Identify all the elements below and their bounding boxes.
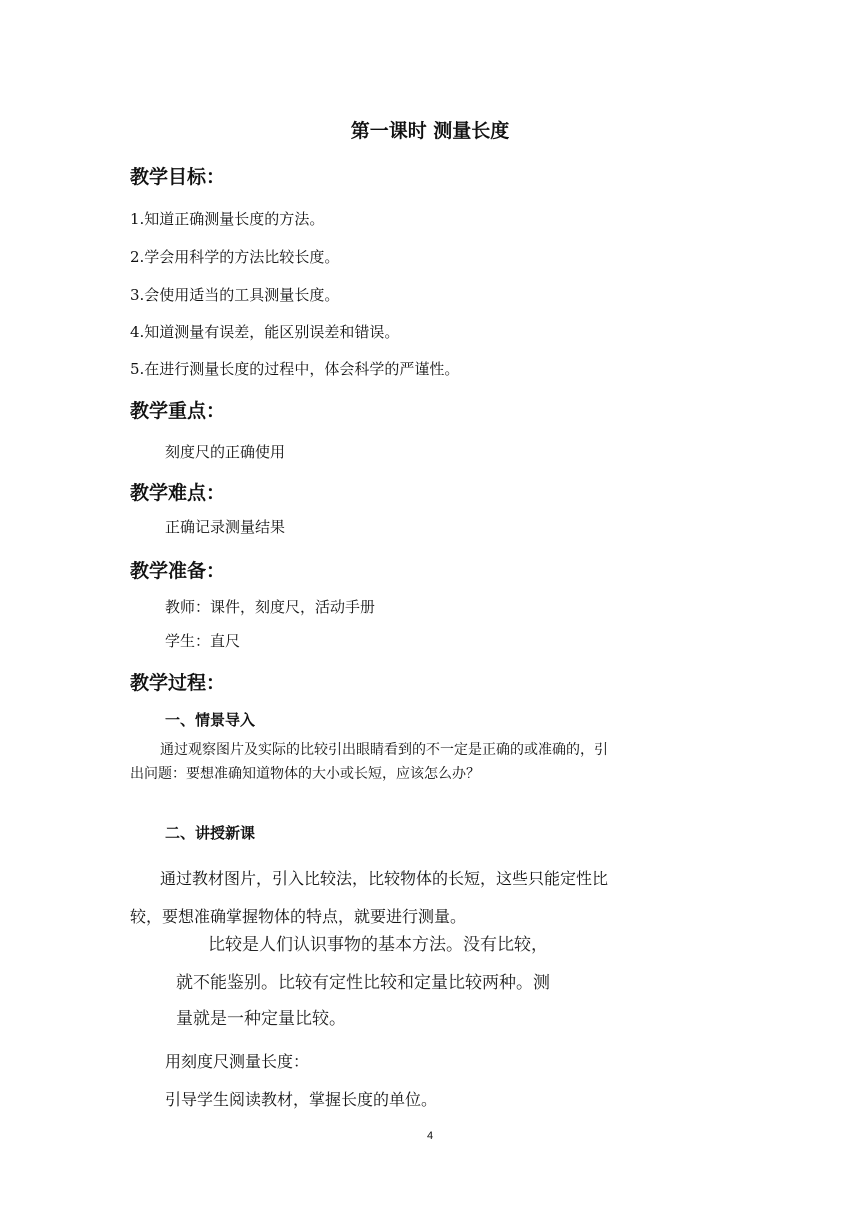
objective-item: 4.知道测量有误差，能区别误差和错误。 [130,323,400,341]
key-points-text: 刻度尺的正确使用 [165,443,286,461]
quote-line: 比较是人们认识事物的基本方法。没有比较， [208,935,548,955]
part1-title: 一、情景导入 [165,711,256,729]
quote-line: 量就是一种定量比较。 [176,1009,346,1029]
objective-item: 5.在进行测量长度的过程中，体会科学的严谨性。 [130,360,460,378]
preparation-teacher: 教师：课件，刻度尺，活动手册 [165,598,376,616]
page-number: 4 [426,1130,434,1142]
preparation-heading: 教学准备： [130,560,226,582]
page-title: 第一课时 测量长度 [350,120,510,142]
preparation-student: 学生：直尺 [165,632,241,650]
part2-line2: 较，要想准确掌握物体的特点，就要进行测量。 [130,907,467,926]
quote-image-text [160,928,560,1038]
part1-line1: 通过观察图片及实际的比较引出眼睛看到的不一定是正确的或准确的，引 [160,742,608,758]
difficulties-text: 正确记录测量结果 [165,518,286,536]
objective-item: 1.知道正确测量长度的方法。 [130,210,325,228]
part2-title: 二、讲授新课 [165,824,256,842]
part2-paragraph [130,860,650,936]
quote-line: 就不能鉴别。比较有定性比较和定量比较两种。测 [176,973,550,993]
objective-item: 2.学会用科学的方法比较长度。 [130,248,340,266]
process-heading: 教学过程： [130,672,226,694]
objective-item: 3.会使用适当的工具测量长度。 [130,286,340,304]
difficulties-heading: 教学难点： [130,482,226,504]
ruler-text: 用刻度尺测量长度： [165,1052,310,1071]
part1-paragraph [130,738,650,786]
objectives-heading: 教学目标： [130,166,226,188]
part2-line1: 通过教材图片，引入比较法，比较物体的长短，这些只能定性比 [160,869,609,888]
guide-text: 引导学生阅读教材，掌握长度的单位。 [165,1090,438,1109]
part1-line2: 出问题：要想准确知道物体的大小或长短，应该怎么办？ [130,766,480,782]
key-points-heading: 教学重点： [130,400,226,422]
